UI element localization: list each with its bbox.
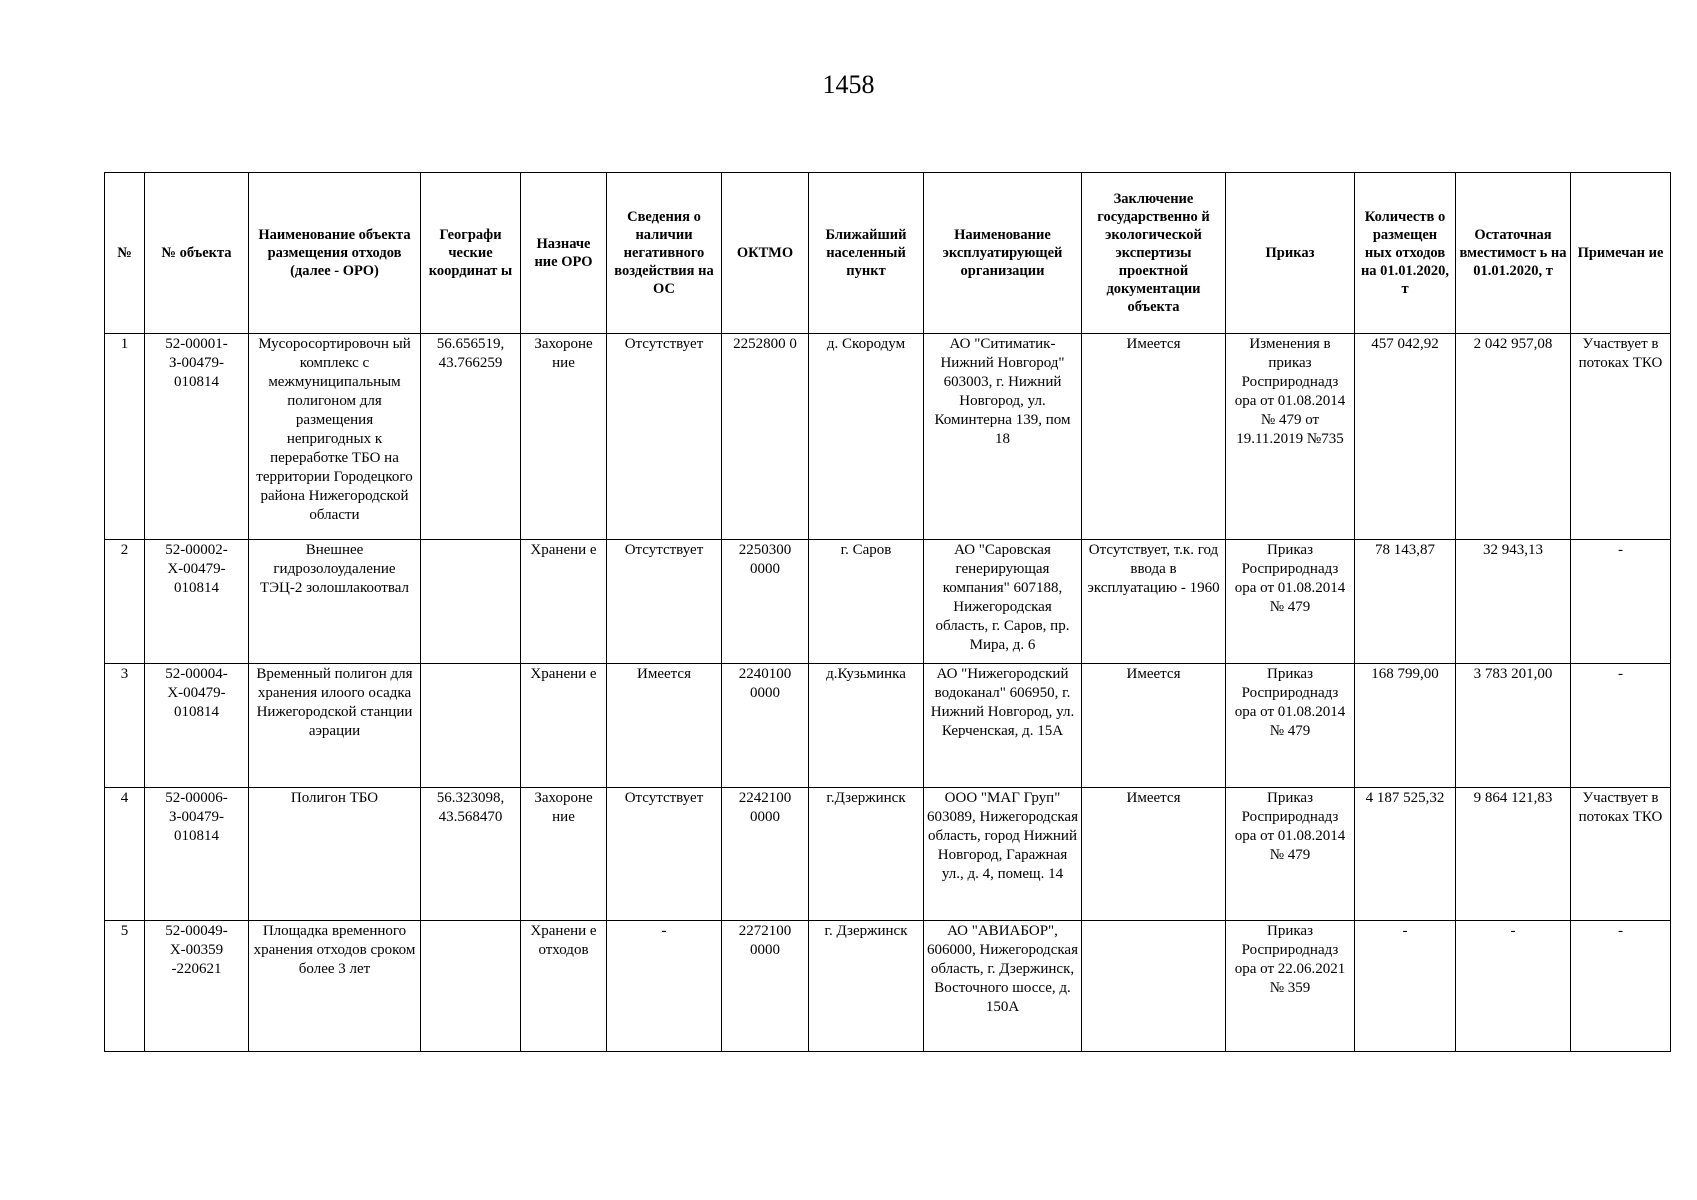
cell-nearest-settlement: д.Кузьминка [809, 664, 924, 788]
waste-facilities-table [104, 172, 1671, 1052]
header-object-number: № объекта [145, 173, 249, 334]
cell-number: 2 [105, 540, 145, 664]
cell-waste-amount: - [1355, 921, 1456, 1052]
cell-order: Приказ Росприроднадз ора от 22.06.2021 № 359 [1226, 921, 1355, 1052]
cell-waste-amount: 4 187 525,32 [1355, 788, 1456, 921]
cell-oktmo: 2250300 0000 [722, 540, 809, 664]
cell-object-number: 52-00001-З-00479-010814 [145, 334, 249, 540]
cell-object-number: 52-00002-Х-00479-010814 [145, 540, 249, 664]
header-object-name: Наименование объекта размещения отходов (далее - ОРО) [249, 173, 421, 334]
cell-oktmo: 2272100 0000 [722, 921, 809, 1052]
cell-coordinates [421, 921, 521, 1052]
cell-order: Приказ Росприроднадз ора от 01.08.2014 № 479 [1226, 788, 1355, 921]
header-waste-amount: Количеств о размещен ных отходов на 01.01.2020, т [1355, 173, 1456, 334]
cell-waste-amount: 457 042,92 [1355, 334, 1456, 540]
cell-remaining-capacity: 2 042 957,08 [1456, 334, 1571, 540]
cell-object-name: Мусоросортировочн ый комплекс с межмуниципальным полигоном для размещения непригодных к переработке ТБО на территории Городецкого района Нижегородской области [249, 334, 421, 540]
cell-nearest-settlement: г. Саров [809, 540, 924, 664]
header-coordinates: Географи ческие координат ы [421, 173, 521, 334]
cell-expertise: Отсутствует, т.к. год ввода в эксплуатацию - 1960 [1082, 540, 1226, 664]
cell-purpose: Хранени е [521, 664, 607, 788]
cell-object-number: 52-00006-З-00479-010814 [145, 788, 249, 921]
cell-negative-impact: Отсутствует [607, 334, 722, 540]
cell-purpose: Хранени е [521, 540, 607, 664]
cell-note: Участвует в потоках ТКО [1571, 334, 1671, 540]
cell-order: Приказ Росприроднадз ора от 01.08.2014 № 479 [1226, 664, 1355, 788]
cell-negative-impact: - [607, 921, 722, 1052]
cell-negative-impact: Отсутствует [607, 540, 722, 664]
cell-expertise: Имеется [1082, 664, 1226, 788]
cell-note: - [1571, 921, 1671, 1052]
header-operator: Наименование эксплуатирующей организации [924, 173, 1082, 334]
cell-oktmo: 2240100 0000 [722, 664, 809, 788]
cell-operator: АО "Нижегородский водоканал" 606950, г. Нижний Новгород, ул. Керченская, д. 15А [924, 664, 1082, 788]
cell-nearest-settlement: г. Дзержинск [809, 921, 924, 1052]
cell-expertise: Имеется [1082, 788, 1226, 921]
table-row [105, 664, 1671, 788]
cell-negative-impact: Отсутствует [607, 788, 722, 921]
cell-coordinates: 56.656519, 43.766259 [421, 334, 521, 540]
cell-coordinates: 56.323098, 43.568470 [421, 788, 521, 921]
header-negative-impact: Сведения о наличии негативного воздействия на ОС [607, 173, 722, 334]
cell-note: - [1571, 540, 1671, 664]
cell-order: Изменения в приказ Росприроднадз ора от 01.08.2014 № 479 от 19.11.2019 №735 [1226, 334, 1355, 540]
page-number: 1458 [822, 70, 875, 99]
cell-remaining-capacity: 9 864 121,83 [1456, 788, 1571, 921]
table-row [105, 788, 1671, 921]
cell-operator: АО "АВИАБОР", 606000, Нижегородская область, г. Дзержинск, Восточного шоссе, д. 150А [924, 921, 1082, 1052]
cell-operator: АО "Саровская генерирующая компания" 607188, Нижегородская область, г. Саров, пр. Мира, д. 6 [924, 540, 1082, 664]
cell-coordinates [421, 540, 521, 664]
header-number: № [105, 173, 145, 334]
cell-expertise: Имеется [1082, 334, 1226, 540]
table-header-row [105, 173, 1671, 334]
cell-object-name: Полигон ТБО [249, 788, 421, 921]
cell-object-number: 52-00004-Х-00479-010814 [145, 664, 249, 788]
cell-purpose: Захороне ние [521, 788, 607, 921]
cell-coordinates [421, 664, 521, 788]
cell-operator: ООО "МАГ Груп" 603089, Нижегородская область, город Нижний Новгород, Гаражная ул., д. 4, помещ. 14 [924, 788, 1082, 921]
cell-number: 1 [105, 334, 145, 540]
cell-nearest-settlement: д. Скородум [809, 334, 924, 540]
cell-number: 4 [105, 788, 145, 921]
header-note: Примечан ие [1571, 173, 1671, 334]
cell-negative-impact: Имеется [607, 664, 722, 788]
table-row [105, 334, 1671, 540]
cell-object-name: Внешнее гидрозолоудаление ТЭЦ-2 золошлакоотвал [249, 540, 421, 664]
header-nearest-settlement: Ближайший населенный пункт [809, 173, 924, 334]
cell-note: Участвует в потоках ТКО [1571, 788, 1671, 921]
header-oktmo: ОКТМО [722, 173, 809, 334]
cell-remaining-capacity: 3 783 201,00 [1456, 664, 1571, 788]
cell-number: 5 [105, 921, 145, 1052]
cell-object-name: Временный полигон для хранения илоого осадка Нижегородской станции аэрации [249, 664, 421, 788]
cell-number: 3 [105, 664, 145, 788]
header-remaining-capacity: Остаточная вместимост ь на 01.01.2020, т [1456, 173, 1571, 334]
cell-object-number: 52-00049-Х-00359 -220621 [145, 921, 249, 1052]
cell-waste-amount: 78 143,87 [1355, 540, 1456, 664]
cell-order: Приказ Росприроднадз ора от 01.08.2014 № 479 [1226, 540, 1355, 664]
header-expertise: Заключение государственно й экологической экспертизы проектной документации объекта [1082, 173, 1226, 334]
cell-remaining-capacity: 32 943,13 [1456, 540, 1571, 664]
header-order: Приказ [1226, 173, 1355, 334]
cell-oktmo: 2252800 0 [722, 334, 809, 540]
cell-nearest-settlement: г.Дзержинск [809, 788, 924, 921]
cell-remaining-capacity: - [1456, 921, 1571, 1052]
cell-purpose: Хранени е отходов [521, 921, 607, 1052]
cell-expertise [1082, 921, 1226, 1052]
cell-operator: АО "Ситиматик-Нижний Новгород" 603003, г. Нижний Новгород, ул. Коминтерна 139, пом 18 [924, 334, 1082, 540]
header-purpose: Назначе ние ОРО [521, 173, 607, 334]
cell-purpose: Захороне ние [521, 334, 607, 540]
table-row [105, 540, 1671, 664]
cell-object-name: Площадка временного хранения отходов сроком более 3 лет [249, 921, 421, 1052]
cell-note: - [1571, 664, 1671, 788]
cell-waste-amount: 168 799,00 [1355, 664, 1456, 788]
table-row [105, 921, 1671, 1052]
cell-oktmo: 2242100 0000 [722, 788, 809, 921]
